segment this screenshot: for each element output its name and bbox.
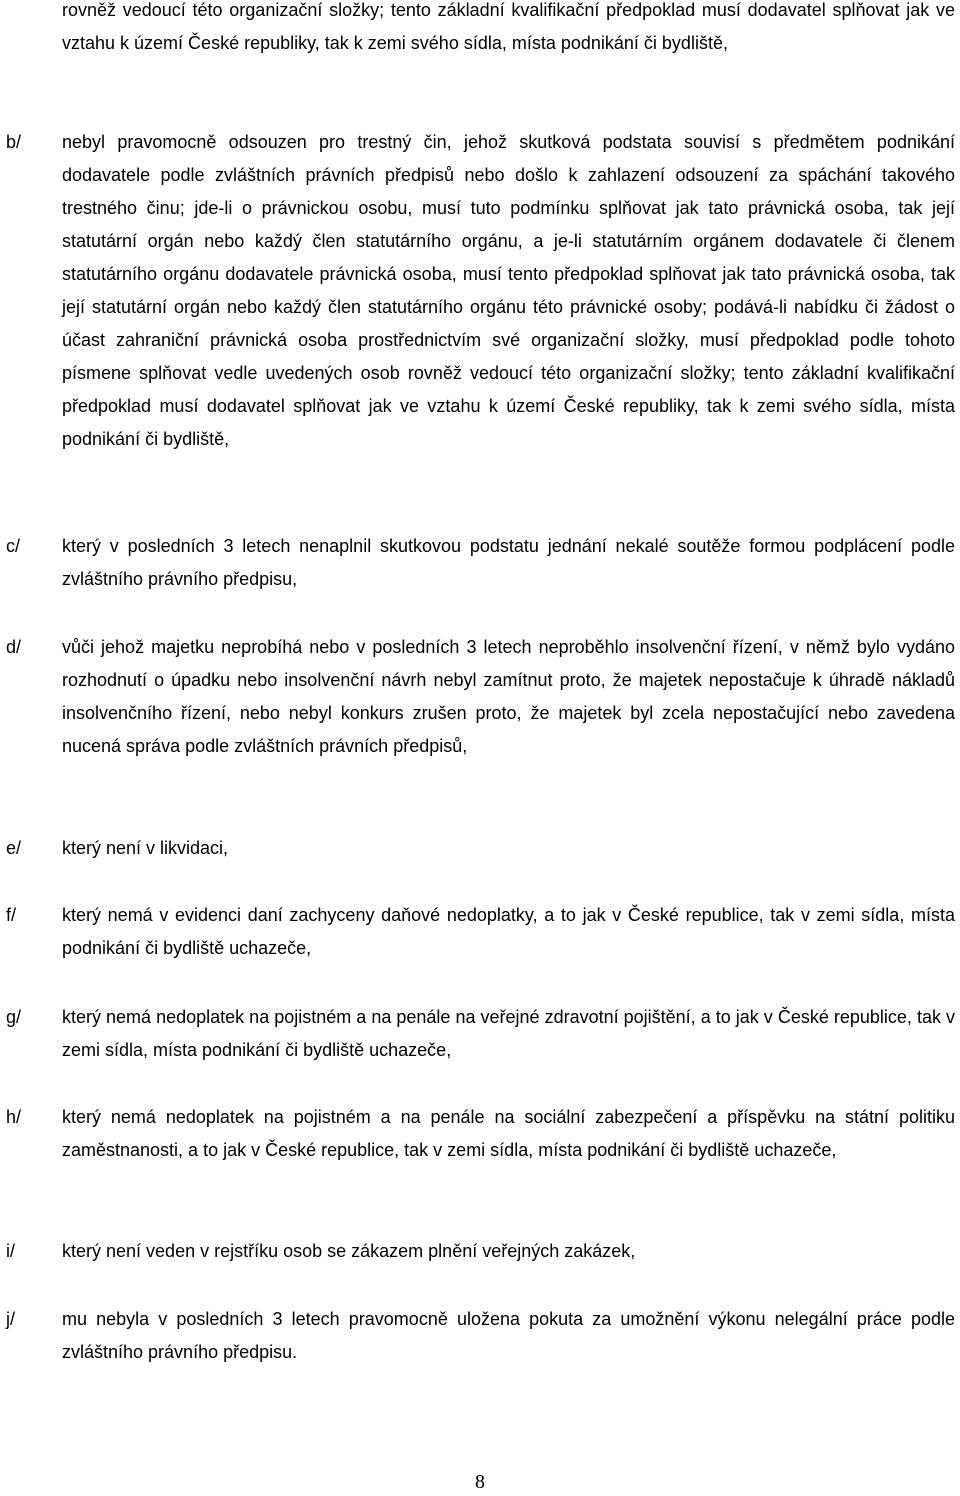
list-item-text: který v posledních 3 letech nenaplnil skutkovou podstatu jednání nekalé soutěže formou podplácení podle zvláštního právního předpisu,	[62, 536, 955, 589]
list-item-marker: e/	[6, 838, 22, 858]
list-item-marker: d/	[6, 637, 22, 657]
list-item-text: rovněž vedoucí této organizační složky; tento základní kvalifikační předpoklad musí dodavatel splňovat jak ve vztahu k území České republiky, tak k zemi svého sídla, místa podnikání či bydliště,	[62, 0, 955, 53]
list-item-marker: i/	[6, 1241, 15, 1261]
list-item-text: který nemá nedoplatek na pojistném a na penále na veřejné zdravotní pojištění, a to jak v České republice, tak v zemi sídla, místa podnikání či bydliště uchazeče,	[62, 1007, 955, 1060]
list-item-text: který není v likvidaci,	[62, 838, 229, 858]
list-item-marker: g/	[6, 1007, 22, 1027]
list-item-text: který není veden v rejstříku osob se zákazem plnění veřejných zakázek,	[62, 1241, 636, 1261]
list-item-text: který nemá nedoplatek na pojistném a na penále na sociální zabezpečení a příspěvku na státní politiku zaměstnanosti, a to jak v České republice, tak v zemi sídla, místa podnikání či bydliště uchazeče,	[62, 1107, 955, 1160]
list-item-text: který nemá v evidenci daní zachyceny daňové nedoplatky, a to jak v České republice, tak v zemi sídla, místa podnikání či bydliště uchazeče,	[62, 905, 955, 958]
list-item-marker: j/	[6, 1309, 15, 1329]
list-item-text: vůči jehož majetku neprobíhá nebo v posledních 3 letech neproběhlo insolvenční řízení, v němž bylo vydáno rozhodnutí o úpadku nebo insolvenční návrh nebyl zamítnut proto, že majetek nepostačuje k úhradě nákladů insolvenčního řízení, nebo nebyl konkurs zrušen proto, že majetek byl zcela nepostačující nebo zavedena nucená správa podle zvláštních právních předpisů,	[62, 637, 955, 756]
list-item-text: nebyl pravomocně odsouzen pro trestný čin, jehož skutková podstata souvisí s předmětem podnikání dodavatele podle zvláštních právních předpisů nebo došlo k zahlazení odsouzení za spáchání takového trestného činu; jde-li o právnickou osobu, musí tuto podmínku splňovat jak tato právnická osoba, tak její statutární orgán nebo každý člen statutárního orgánu, a je-li statutárním orgánem dodavatele či členem statutárního orgánu dodavatele právnická osoba, musí tento předpoklad splňovat jak tato právnická osoba, tak její statutární orgán nebo každý člen statutárního orgánu této právnické osoby; podává-li nabídku či žádost o účast zahraniční právnická osoba prostřednictvím své organizační složky, musí předpoklad podle tohoto písmene splňovat vedle uvedených osob rovněž vedoucí této organizační složky; tento základní kvalifikační předpoklad musí dodavatel splňovat jak ve vztahu k území České republiky, tak k zemi svého sídla, místa podnikání či bydliště,	[62, 132, 955, 449]
list-item-marker: f/	[6, 905, 17, 925]
list-item-marker: c/	[6, 536, 21, 556]
page-number: 8	[475, 1471, 485, 1493]
list-item-marker: h/	[6, 1107, 22, 1127]
list-item-marker: b/	[6, 132, 22, 152]
list-item-text: mu nebyla v posledních 3 letech pravomocně uložena pokuta za umožnění výkonu nelegální práce podle zvláštního právního předpisu.	[62, 1309, 955, 1362]
